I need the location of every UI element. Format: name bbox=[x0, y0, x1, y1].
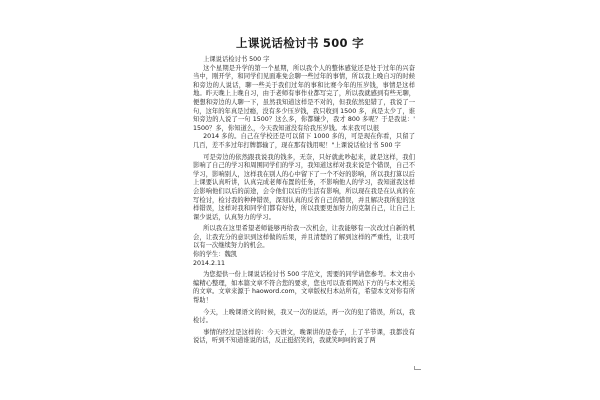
paragraph: 为您提供一份上课说话检讨书 500 字范文，需要的同学请您参考。本文由小编精心整理，如本篇文章不符合您的要求，您也可以查看网站下方的与本文相关的文章。文章来源于 haoword.com，文章版权归本站所有，希望本文对你有所帮助！ bbox=[193, 271, 415, 305]
paragraph: 可是旁边的依然跟我说我的钱多，无奈，只好就此吵起来，就是这样，我们影响了自己的学习和周围同学们的学习，我知道这样对我来说是个错误，自己不学习，影响别人，这样我在别人的心中留下了一个不好的影响，所以我打算以后上课要认真听讲，认真完成老师布置的任务，不影响他人的学习，我知道我这样会影响他们以后的前途，会令他们以后的生活有影响，所以现在我是在认真的在写检讨，检讨我的种种错误，深刻认真的反省自己的错误，并且解决我所犯的这样错误，这样对我和同学们都有好处，所以我要更加努力的克制自己，让自己上课少说话，认真努力的学习。 bbox=[193, 153, 415, 221]
text-cursor-mark bbox=[414, 366, 421, 370]
paragraph: 今天，上晚课语文的时候，我又一次的说话，再一次的犯了错误，所以，我检讨。 bbox=[193, 308, 415, 325]
paragraph: 这个星期是升学的第一个星期，所以我个人的整体感觉还是处于过年的兴奋当中，刚开学，和同学们见面难免会聊一些过年的事情，所以我上晚自习的时候和旁边的人说话，聊一些关于我们过年的事和比赛今年的压岁钱，事情是这样地。昨天晚上上晚自习，由于老师有事作业都写完了，所以我就感到有些无聊，便想和旁边的人聊一下，虽然我知道这样是不对的，但我依然犯错了，我说了一句，这年的年真是过瘾，没有多少压岁钱，我只收到 1500 多，真是太少了，谁知旁边的人说了一句 1500？这么多，你都嫌少，我才 800 多呢？于是我说：' 1500？多，你知道么，今天我知道没有给我压岁钱。本来我可以很 bbox=[193, 64, 415, 132]
paragraph: 你的学生：魏凯 bbox=[193, 251, 238, 259]
document-body bbox=[193, 56, 415, 346]
page-title: 上课说话检讨书 500 字 bbox=[236, 36, 364, 50]
paragraph: 所以我在这里希望老师能够再给我一次机会，让我能够有一次改过自新的机会，让我充分的意识到这样做的后果，并且清楚的了解到这样的严重性，让我可以有一次继续努力的机会。 bbox=[193, 225, 415, 250]
paragraph: 2014 多的。自己在学校还是可以留下 1000 多的，可是现在你看，只留了几百，差不多过年打牌都输了，现在那有钱用呢！"上课说话检讨书 500 字 bbox=[193, 133, 415, 149]
paragraph: 2014.2.11 bbox=[193, 259, 226, 267]
paragraph: 事情的经过是这样的：今天语文，晚课讲的是卷子，上了半节课，我都没有说话，听到不知道谁说的话，反正挺招笑的，我就笑呵呵的说了两 bbox=[193, 328, 415, 345]
paragraph: 上课说话检讨书 500 字 bbox=[203, 56, 270, 63]
